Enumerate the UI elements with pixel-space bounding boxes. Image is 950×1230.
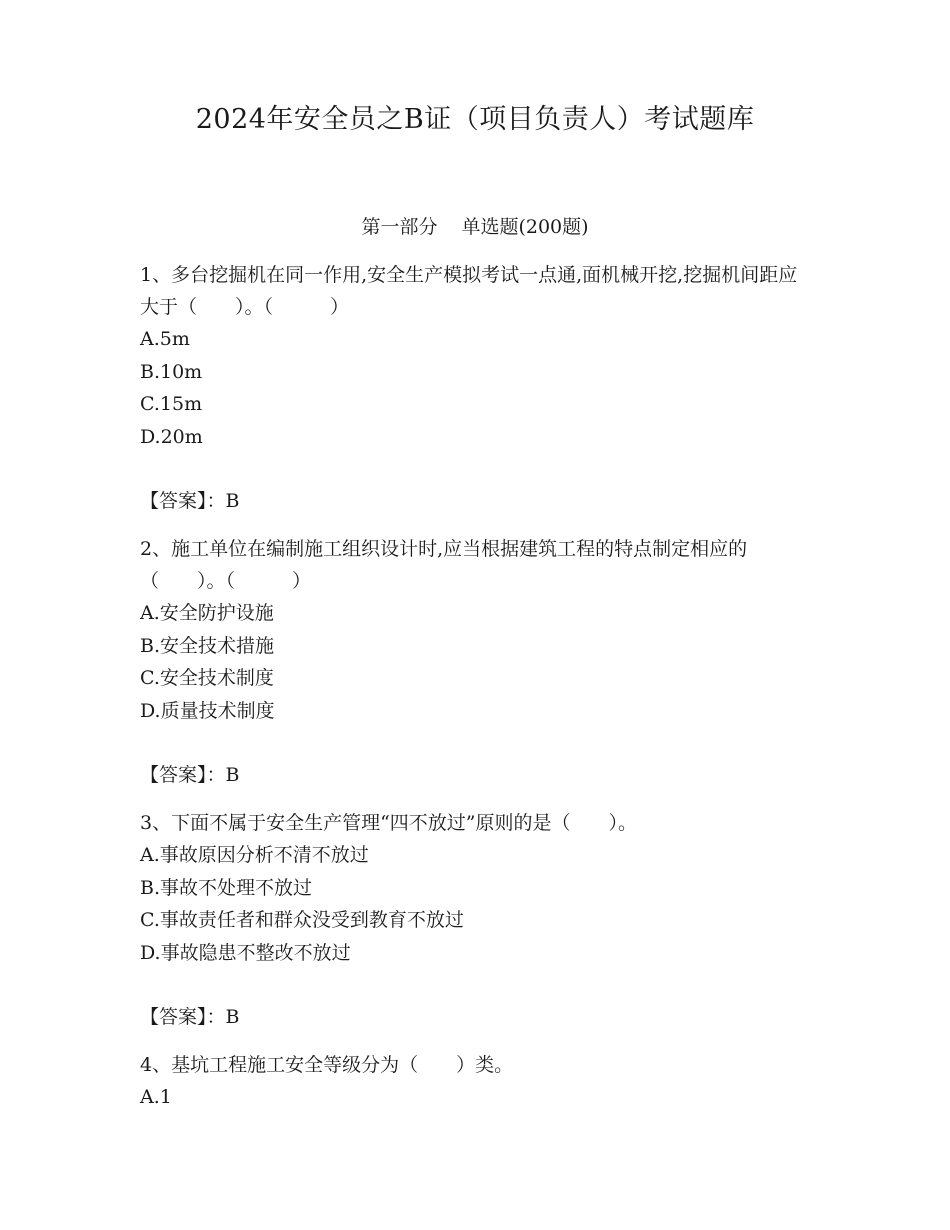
section-title — [0, 212, 950, 242]
question-stem: 2、施工单位在编制施工组织设计时,应当根据建筑工程的特点制定相应的（ ）。（ ） — [140, 538, 748, 592]
answer-label: 【答案】： — [140, 1006, 226, 1028]
answer-label: 【答案】： — [140, 490, 226, 512]
answer-value: B — [225, 764, 240, 786]
option-d: D.质量技术制度 — [140, 699, 275, 722]
answer-line — [140, 759, 805, 791]
section-part-label: 第一部分 — [361, 216, 438, 238]
question-stem: 4、基坑工程施工安全等级分为（ ）类。 — [140, 1054, 514, 1076]
option-a: A.事故原因分析不清不放过 — [140, 844, 369, 866]
option-c: C.事故责任者和群众没受到教育不放过 — [140, 909, 464, 931]
answer-line — [140, 485, 805, 517]
section-type-label: 单选题(200题) — [461, 216, 589, 238]
option-d: D.事故隐患不整改不放过 — [140, 941, 351, 964]
option-b: B.10m — [140, 360, 203, 383]
option-a: A.1 — [140, 1086, 172, 1108]
question-4 — [140, 1049, 805, 1114]
option-c: C.15m — [140, 393, 203, 415]
answer-line — [140, 1001, 805, 1033]
question-3 — [140, 807, 805, 1033]
question-stem: 3、下面不属于安全生产管理“四不放过”原则的是（ ）。 — [140, 812, 638, 834]
option-b: B.事故不处理不放过 — [140, 876, 313, 899]
question-1 — [140, 259, 805, 517]
option-d: D.20m — [140, 425, 203, 448]
answer-label: 【答案】： — [140, 764, 226, 786]
answer-value: B — [225, 490, 240, 512]
question-list — [140, 259, 805, 1114]
option-c: C.安全技术制度 — [140, 667, 274, 689]
document-title: 2024年安全员之B证（项目负责人）考试题库 — [195, 104, 755, 135]
option-a: A.安全防护设施 — [140, 602, 274, 624]
question-stem: 1、多台挖掘机在同一作用,安全生产模拟考试一点通,面机械开挖,挖掘机间距应大于（ ）。（ ） — [140, 264, 798, 318]
option-b: B.安全技术措施 — [140, 634, 275, 657]
answer-value: B — [225, 1006, 240, 1028]
question-2 — [140, 533, 805, 791]
option-a: A.5m — [140, 328, 190, 350]
